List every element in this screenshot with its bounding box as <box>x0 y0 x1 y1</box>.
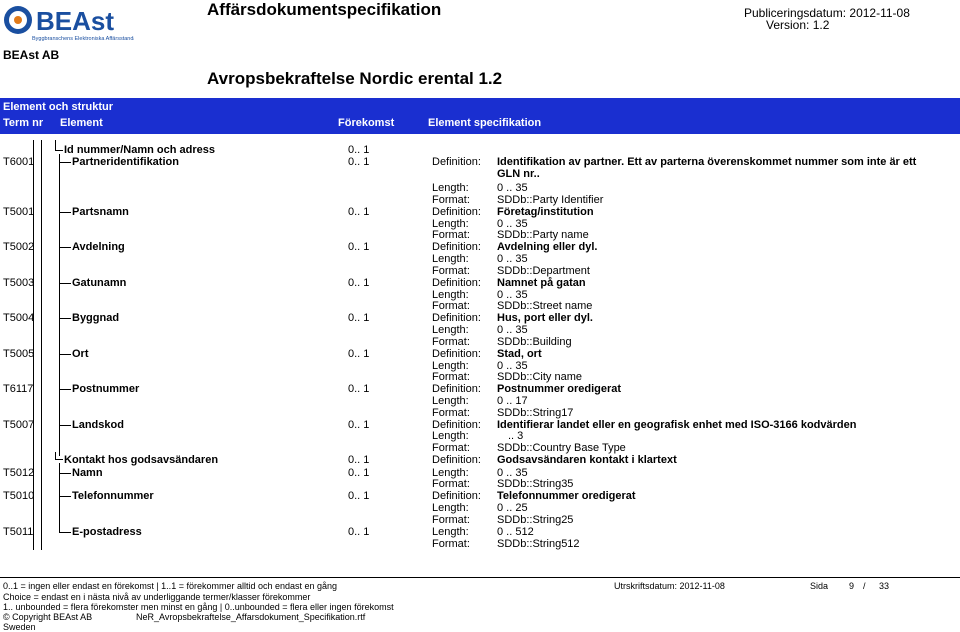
length-value: 0 .. 512 <box>497 526 534 538</box>
company-name: BEAst AB <box>3 48 60 62</box>
occurrence: 0.. 1 <box>348 490 370 502</box>
logo-subtext: Byggbranschens Elektroniska Affärsstandard <box>32 36 134 42</box>
term-number: T5005 <box>3 348 35 360</box>
format-value: SDDb::String512 <box>497 538 580 550</box>
tree-branch <box>59 318 71 319</box>
length-value: 0 .. 35 <box>497 324 528 336</box>
length-label: Length: <box>432 502 469 514</box>
occurrence: 0.. 1 <box>348 419 370 431</box>
format-label: Format: <box>432 265 470 277</box>
term-number: T5007 <box>3 419 35 431</box>
occurrence: 0.. 1 <box>348 348 370 360</box>
length-label: Length: <box>432 289 469 301</box>
length-value: 0 .. 35 <box>497 360 528 372</box>
tree-branch <box>59 425 71 426</box>
footer-filename: NeR_Avropsbekraftelse_Affarsdokument_Specifikation.rtf <box>136 612 366 622</box>
element-name: Kontakt hos godsavsändaren <box>64 454 219 466</box>
tree-branch <box>59 162 71 163</box>
definition-label: Definition: <box>432 419 481 431</box>
definition-text: Namnet på gatan <box>497 277 586 289</box>
tree-branch <box>59 247 71 248</box>
definition-text: Godsavsändaren kontakt i klartext <box>497 454 677 466</box>
column-occurrence-heading: Förekomst <box>338 117 395 129</box>
length-value: 0 .. 25 <box>497 502 528 514</box>
definition-text: Hus, port eller dyl. <box>497 312 593 324</box>
tree-branch <box>59 354 71 355</box>
length-value: .. 3 <box>508 430 524 442</box>
format-value: SDDb::Street name <box>497 300 593 312</box>
element-name: Avdelning <box>72 241 125 253</box>
element-name: Gatunamn <box>72 277 127 289</box>
tree-branch <box>55 150 63 151</box>
occurrence: 0.. 1 <box>348 526 370 538</box>
element-name: Telefonnummer <box>72 490 154 502</box>
term-number: T5003 <box>3 277 35 289</box>
format-label: Format: <box>432 229 470 241</box>
element-name: Id nummer/Namn och adress <box>64 144 215 156</box>
term-number: T5004 <box>3 312 35 324</box>
element-name: Landskod <box>72 419 124 431</box>
page-title: Avropsbekraftelse Nordic erental 1.2 <box>207 69 503 88</box>
definition-label: Definition: <box>432 156 481 168</box>
length-label: Length: <box>432 253 469 265</box>
page-number: 9 <box>849 581 855 591</box>
tree-branch <box>59 212 71 213</box>
definition-label: Definition: <box>432 490 481 502</box>
format-label: Format: <box>432 442 470 454</box>
publication-date-value: 2012-11-08 <box>849 6 910 20</box>
element-name: E-postadress <box>72 526 142 538</box>
format-label: Format: <box>432 478 470 490</box>
column-spec-heading: Element specifikation <box>428 117 542 129</box>
format-value: SDDb::String17 <box>497 407 574 419</box>
logo-text: BEAst <box>36 6 115 36</box>
format-value: SDDb::String35 <box>497 478 574 490</box>
column-term-heading: Term nr <box>3 117 44 129</box>
format-label: Format: <box>432 371 470 383</box>
length-label: Length: <box>432 182 469 194</box>
footer-legend-1: 0..1 = ingen eller endast en förekomst | 1..1 = förekommer alltid och endast en gång <box>3 581 338 591</box>
footer-divider <box>0 577 960 578</box>
tree-line-level1b <box>41 140 42 550</box>
tree-branch <box>59 389 71 390</box>
column-group-heading: Element och struktur <box>3 101 114 113</box>
length-value: 0 .. 35 <box>497 218 528 230</box>
footer-copyright: © Copyright BEAst AB <box>3 612 93 622</box>
format-label: Format: <box>432 336 470 348</box>
length-label: Length: <box>432 395 469 407</box>
version-label: Version: <box>766 18 810 32</box>
element-name: Postnummer <box>72 383 140 395</box>
occurrence: 0.. 1 <box>348 454 370 466</box>
term-number: T6117 <box>3 383 34 395</box>
tree-branch <box>59 496 71 497</box>
length-label: Length: <box>432 526 469 538</box>
term-number: T5002 <box>3 241 35 253</box>
print-date-value: 2012-11-08 <box>679 581 725 591</box>
element-name: Partneridentifikation <box>72 156 179 168</box>
length-value: 0 .. 35 <box>497 467 528 479</box>
format-value: SDDb::Department <box>497 265 590 277</box>
tree-branch <box>59 473 71 474</box>
format-value: SDDb::City name <box>497 371 582 383</box>
occurrence: 0.. 1 <box>348 144 370 156</box>
occurrence: 0.. 1 <box>348 277 370 289</box>
length-label: Length: <box>432 324 469 336</box>
term-number: T5012 <box>3 467 35 479</box>
length-value: 0 .. 35 <box>497 182 528 194</box>
occurrence: 0.. 1 <box>348 383 370 395</box>
length-value: 0 .. 35 <box>497 289 528 301</box>
term-number: T6001 <box>3 156 35 168</box>
page-total: 33 <box>879 581 890 591</box>
term-number: T5001 <box>3 206 35 218</box>
length-label: Length: <box>432 467 469 479</box>
definition-label: Definition: <box>432 348 481 360</box>
format-label: Format: <box>432 300 470 312</box>
definition-label: Definition: <box>432 454 481 466</box>
format-label: Format: <box>432 538 470 550</box>
tree-line-level1 <box>33 140 34 550</box>
format-label: Format: <box>432 514 470 526</box>
occurrence: 0.. 1 <box>348 206 370 218</box>
length-value: 0 .. 17 <box>497 395 528 407</box>
format-value: SDDb::Country Base Type <box>497 442 626 454</box>
version-value: 1.2 <box>812 18 830 32</box>
column-header-band <box>0 98 960 134</box>
definition-label: Definition: <box>432 206 481 218</box>
term-number: T5011 <box>3 526 34 538</box>
document-title: Affärsdokumentspecifikation <box>207 0 442 19</box>
definition-text: Stad, ort <box>497 348 542 360</box>
format-value: SDDb::String25 <box>497 514 574 526</box>
definition-text: Identifikation av partner. Ett av parterna överenskommet nummer som inte är ett <box>497 156 917 168</box>
version <box>766 18 829 32</box>
occurrence: 0.. 1 <box>348 312 370 324</box>
definition-text: Avdelning eller dyl. <box>497 241 598 253</box>
tree-branch <box>59 283 71 284</box>
occurrence: 0.. 1 <box>348 156 370 168</box>
length-value: 0 .. 35 <box>497 253 528 265</box>
element-name: Ort <box>72 348 89 360</box>
format-value: SDDb::Party Identifier <box>497 194 604 206</box>
occurrence: 0.. 1 <box>348 467 370 479</box>
tree-line-address-children <box>59 154 60 456</box>
footer-print-date <box>614 581 725 591</box>
definition-label: Definition: <box>432 241 481 253</box>
beast-logo <box>2 2 134 44</box>
format-value: SDDb::Building <box>497 336 572 348</box>
definition-text-cont: GLN nr.. <box>497 168 540 180</box>
footer-country: Sweden <box>3 622 36 632</box>
definition-text: Identifierar landet eller en geografisk enhet med ISO-3166 kodvärden <box>497 419 857 431</box>
element-name: Byggnad <box>72 312 120 324</box>
format-label: Format: <box>432 194 470 206</box>
page-separator: / <box>863 581 866 591</box>
tree-branch <box>55 459 63 460</box>
definition-text: Företag/institution <box>497 206 594 218</box>
tree-branch <box>59 532 71 533</box>
element-name: Namn <box>72 467 103 479</box>
element-name: Partsnamn <box>72 206 129 218</box>
tree-line-root <box>55 140 56 150</box>
format-label: Format: <box>432 407 470 419</box>
definition-label: Definition: <box>432 312 481 324</box>
definition-text: Telefonnummer oredigerat <box>497 490 636 502</box>
publication-date-label: Publiceringsdatum: <box>744 6 847 20</box>
length-label: Length: <box>432 430 469 442</box>
term-number: T5010 <box>3 490 35 502</box>
definition-label: Definition: <box>432 383 481 395</box>
definition-label: Definition: <box>432 277 481 289</box>
footer-legend-2: Choice = endast en i nästa nivå av underliggande termer/klasser förekommer <box>3 592 311 602</box>
footer-legend-3: 1.. unbounded = flera förekomster men minst en gång | 0..unbounded = flera eller ingen förekomst <box>3 602 394 612</box>
print-date-label: Utrskriftsdatum: <box>614 581 678 591</box>
occurrence: 0.. 1 <box>348 241 370 253</box>
length-label: Length: <box>432 360 469 372</box>
length-label: Length: <box>432 218 469 230</box>
definition-text: Postnummer oredigerat <box>497 383 622 395</box>
format-value: SDDb::Party name <box>497 229 589 241</box>
column-element-heading: Element <box>60 117 103 129</box>
page-label: Sida <box>810 581 829 591</box>
tree-line-contact-root <box>55 452 56 459</box>
